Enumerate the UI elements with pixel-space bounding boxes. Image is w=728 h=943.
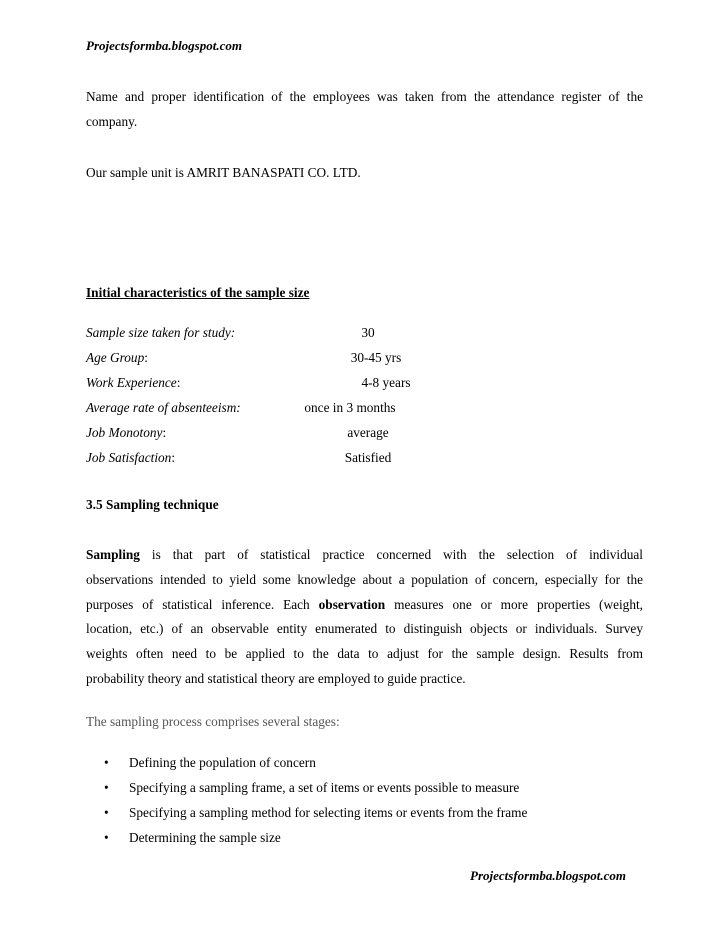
bullet-icon: •: [104, 805, 109, 820]
intro-paragraph: [86, 85, 643, 135]
sample-unit-text: Our sample unit is AMRIT BANASPATI CO. LTD.: [86, 165, 361, 180]
bullet-icon: •: [104, 830, 109, 845]
process-intro-text: The sampling process comprises several stages:: [86, 714, 340, 729]
list-item-text: Specifying a sampling frame, a set of items or events possible to measure: [129, 780, 520, 795]
sampling-line-4: location, etc.) of an observable entity enumerated to distinguish objects or individuals. Survey: [86, 621, 643, 637]
char-value-sample-size: 30: [361, 325, 375, 340]
char-value-absenteeism: once in 3 months: [304, 400, 396, 415]
char-label-work-experience: Work Experience:: [86, 375, 181, 390]
list-item-text: Defining the population of concern: [129, 755, 316, 770]
bullet-icon: •: [104, 780, 109, 795]
char-label-job-monotony: Job Monotony:: [86, 425, 167, 440]
section-heading: 3.5 Sampling technique: [86, 497, 219, 512]
char-value-work-experience: 4-8 years: [361, 375, 411, 390]
header-site-name: Projectsformba.blogspot.com: [86, 38, 242, 53]
bullet-icon: •: [104, 755, 109, 770]
char-label-absenteeism: Average rate of absenteeism:: [86, 400, 241, 415]
characteristics-heading: Initial characteristics of the sample size: [86, 285, 310, 300]
char-value-age-group: 30-45 yrs: [350, 350, 402, 365]
char-value-job-satisfaction: Satisfied: [344, 450, 392, 465]
sampling-line-3: purposes of statistical inference. Each observation measures one or more properties (weight,: [86, 596, 643, 612]
char-label-age-group: Age Group:: [86, 350, 148, 365]
char-label-job-satisfaction: Job Satisfaction:: [86, 450, 176, 465]
intro-line-2: company.: [86, 113, 138, 129]
char-label-sample-size: Sample size taken for study:: [86, 325, 236, 340]
sampling-line-6: probability theory and statistical theory are employed to guide practice.: [86, 670, 466, 686]
sampling-line-2: observations intended to yield some knowledge about a population of concern, especially for the: [86, 571, 643, 587]
list-item-text: Determining the sample size: [129, 830, 281, 845]
footer-site-name: Projectsformba.blogspot.com: [470, 868, 626, 883]
char-value-job-monotony: average: [347, 425, 389, 440]
sampling-line-1: Sampling is that part of statistical practice concerned with the selection of individual: [86, 547, 643, 562]
intro-line-1: Name and proper identification of the employees was taken from the attendance register of the: [86, 89, 643, 104]
sampling-paragraph: [86, 543, 643, 692]
sampling-line-5: weights often need to be applied to the data to adjust for the sample design. Results from: [86, 646, 643, 662]
list-item-text: Specifying a sampling method for selecting items or events from the frame: [129, 805, 528, 820]
